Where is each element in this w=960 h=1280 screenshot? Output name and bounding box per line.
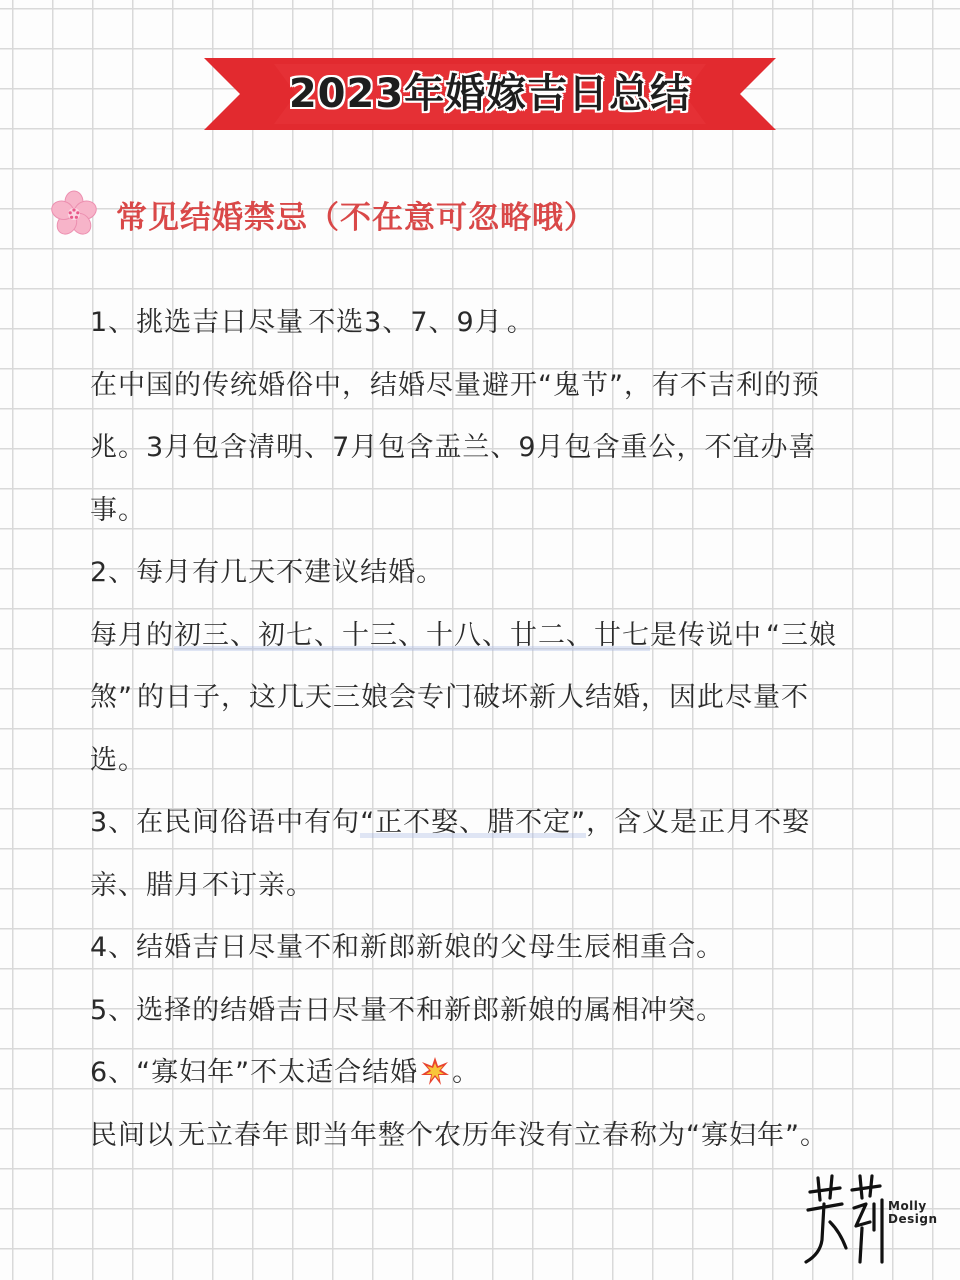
item-3-rest: ，含义是正月不娶亲、腊月不订亲。 [90,807,811,901]
item-3-prefix: 3、在民间俗语中有句 [90,807,361,838]
item-6-description [90,1105,860,1168]
page-title: 2023年婚嫁吉日总结 [288,71,692,117]
item-2-highlight: 初三、初七、十三、十八、廿二、廿七 [174,619,650,651]
item-3 [90,792,860,917]
item-6-desc-rest: 即当年整个农历年没有立春称为“寡妇年”。 [294,1119,828,1151]
item-2-desc-prefix: 每月的 [90,619,174,651]
item-3-highlight: “正不娶、腊不定” [360,807,587,838]
item-4: 4、结婚吉日尽量不和新郎新娘的父母生辰相重合。 [90,932,725,963]
title-banner [204,58,776,130]
item-2: 2、每月有几天不建议结婚。 [90,557,445,588]
item-6-underlined: 无立春年 [174,1120,294,1151]
item-6-text: 6、“寡妇年”不太适合结婚 [90,1057,419,1088]
cherry-blossom-icon [50,190,98,238]
item-1 [90,292,860,355]
item-2-desc-mid: 是传说中 [650,619,762,651]
article-body [90,292,860,1167]
collision-icon [420,1056,450,1086]
item-1-description: 在中国的传统婚俗中，结婚尽量避开“鬼节”，有不吉利的预兆。3月包含清明、7月包含盂兰、9月包含重公，不宜办喜事。 [90,369,820,526]
section-title: 常见结婚禁忌（不在意可忽略哦） [116,199,596,236]
item-1-text: 1、挑选吉日尽量 [90,307,305,338]
item-2-underlined: “三娘煞” [90,619,837,713]
item-6-period: 。 [452,1057,481,1088]
item-5: 5、选择的结婚吉日尽量不和新郎新娘的属相冲突。 [90,994,725,1026]
item-2-description [90,605,860,793]
section-header [50,188,596,240]
signature-line-2: Design [888,1212,938,1226]
signature-text [888,1200,938,1226]
item-1-underlined: 不选3、7、9月 [304,307,507,338]
item-1-period: 。 [506,307,535,338]
item-2-desc-rest: 的日子，这几天三娘会专门破坏新人结婚，因此尽量不选。 [90,682,809,776]
signature-line-1: Molly [888,1199,927,1213]
item-6 [90,1042,860,1105]
item-6-desc-prefix: 民间以 [90,1119,174,1151]
